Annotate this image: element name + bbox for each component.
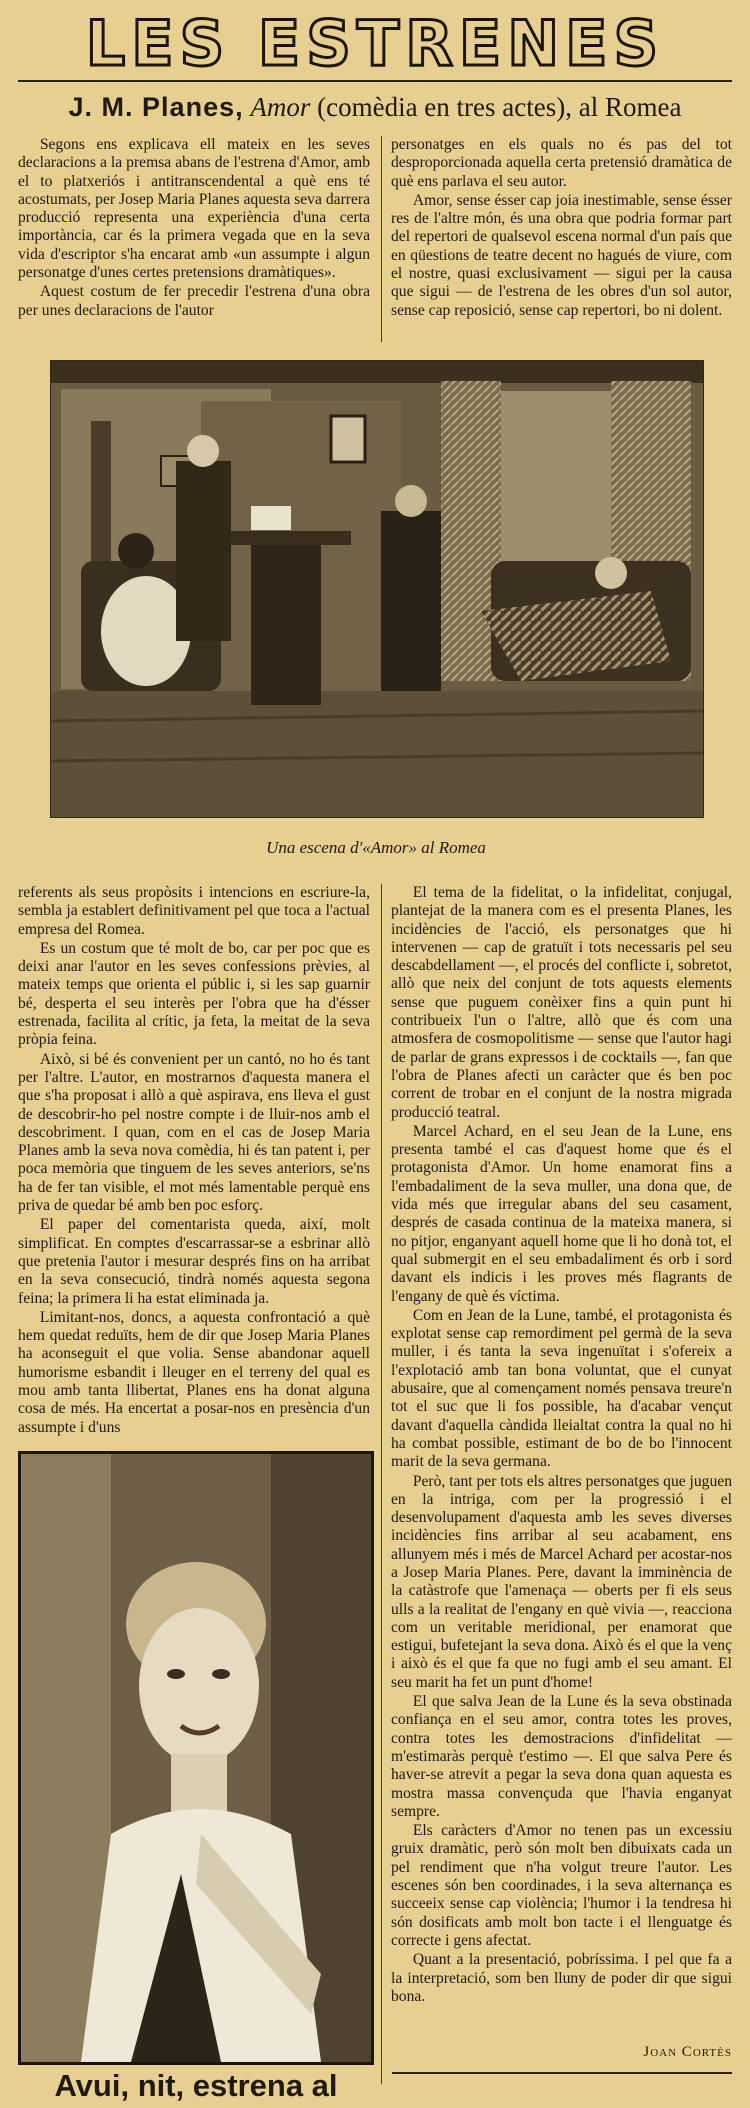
column-top-right [391,136,732,320]
paragraph: Limitant-nos, doncs, a aquesta confrontació a què hem quedat reduïts, hem de dir que Josep Maria Planes ha aconseguit el que volia. Sense abandonar aquell humorisme esbandit i lleuger en el terreny del qual es mou amb tanta llibertat, Planes ens ha donat alguna cosa de més. Ha encertat a posar-nos en presència d'un assumpte i d'uns [18,1308,370,1436]
article-signature: Joan Cortès [643,2044,732,2060]
paragraph: Aquest costum de fer precedir l'estrena d'una obra per unes declaracions de l'autor [18,283,370,319]
column-bottom-left [18,884,370,1437]
headline-author: J. M. Planes, [68,92,244,122]
paragraph: Es un costum que té molt de bo, car per poc que es deixi anar l'autor en les seves confessions prèvies, al mateix temps que orienta el públic i, si les sap guarnir bé, desperta el seu interès per l'obra que ha d'ésser estrenada, facilita al crític, ja feta, la meitat de la seva pròpia feina. [18,939,370,1049]
paragraph: Els caràcters d'Amor no tenen pas un excessiu gruix dramàtic, però són molt ben dibuixats cada un pel rendiment que n'ha volgut treure l'autor. Les escenes són ben coordinades, i la seva alternança es succeeix sense cap violència; l'humor i la tendresa hi són dosificats amb molt bon tacte i el llenguatge és correcte i gens afectat. [391,1822,732,1949]
bottom-rule [392,2072,732,2074]
paragraph: Però, tant per tots els altres personatges que juguen en la intriga, com per la progressió i el desenvolupament d'aquesta amb les seves diverses incidències fins arribar al seu acabament, ens allunyem més i més de Marcel Achard per acostar-nos a Josep Maria Planes. Pere, davant la imminència de la catàstrofe que l'amenaça — oberts per fi els seus ulls a la realitat de l'engany en què vivia —, reacciona com un veritable meridional, per enamorat que estigui, bufetejant la seva dona. Això és el que la venç i això és el que fa que no fugi amb el seu amant. El seu marit ha fet un punt d'home! [391,1472,732,1691]
paragraph: Com en Jean de la Lune, també, el protagonista és explotat sense cap remordiment pel germà de la seva muller, i és tanta la seva ingenuïtat i s'ofereix a l'explotació amb tan bona voluntat, que el cunyat abusaire, que al començament només pensava treure'n tot el suc que li fos possible, ha d'acabar vençut davant d'aquella càndida lleialtat contra la qual no hi ha combat possible, estimant de bo de bo l'innocent marit de la seva germana. [391,1306,732,1471]
paragraph: Segons ens explicava ell mateix en les seves declaracions a la premsa abans de l'estrena d'Amor, amb el to platxeriós i antitranscendental a què ens té acostumats, per Josep Maria Planes aquesta seva darrera producció representa una experiència d'una certa importància, car és la primera vegada que en la seva vida d'escriptor s'ha encarat amb «un assumpte i algun personatge d'unes certes pretensions dramàtiques». [18,136,370,282]
paragraph: Marcel Achard, en el seu Jean de la Lune, ens presenta també el cas d'aquest home que és el protagonista d'Amor. Un home enamorat fins a l'embadaliment de la seva muller, una dona que, de vida més que irregular abans del seu casament, després de casada continua de la mateixa manera, si no pitjor, enganyant aquell home que li ho donà tot, el qual submergit en el seu embadaliment és orb i sord davant els indicis i les proves més flagrants de l'engany de què és víctima. [391,1122,732,1305]
photo-caption: Una escena d'«Amor» al Romea [266,838,486,857]
paragraph: Això, si bé és convenient per un cantó, no ho és tant per l'altre. L'autor, en mostrarnos d'aquesta manera el que s'ha proposat i allò a què aspirava, ens lleva el gust de descobrir-ho pel nostre compte i de lluir-nos amb el descobriment. I quan, com en el cas de Josep Maria Planes amb la seva nova comèdia, hi és tan patent i, per poca memòria que tinguem de les seves anteriors, se'ns ha de fer tan visible, el mot més lamentable perquè ens priva de quedar bé amb ben poc esforç. [18,1050,370,1215]
masthead: LES ESTRENES [85,7,665,80]
masthead-rule [18,80,732,82]
actress-portrait-illustration [21,1454,371,2062]
stage-scene-illustration [51,361,703,817]
paragraph: El tema de la fidelitat, o la infidelitat, conjugal, plantejat de la manera com es el presenta Planes, les incidències de l'acció, els personatges que hi intervenen — cap de gratuït i tots necessaris pel seu descabdellament —, el procés del conflicte i, sobretot, allò que neix del conjunt de tots aquests elements sense que puguem conèixer fins a quin punt hi contribueix l'un o l'altre, allò que és com una atmosfera de cosmopolitisme — sense que l'autor hagi de parlar de grans expressos i de cocktails —, fan que l'obra de Planes afecti un caràcter que és ben poc corrent de trobar en el conjunt de la nostra migrada producció teatral. [391,884,732,1121]
stage-scene-photo [50,360,704,818]
headline-title: Amor [250,92,311,122]
headline [18,90,732,124]
paragraph: El paper del comentarista queda, així, molt simplificat. En comptes d'escarrassar-se a esbrinar allò que pretenia l'autor i mesurar després fins on ha arribat en la seva consecució, tindrà només aquesta segona feina; la primera li ha estat eliminada ja. [18,1216,370,1307]
sidebar-heading: Avui, nit, estrena al [54,2068,338,2103]
paragraph: Amor, sense ésser cap joia inestimable, sense ésser res de l'altre món, és una obra que podria formar part del repertori de qualsevol escena normal d'un país que en qüestions de teatre decent no hagués de viure, com el nostre, quasi exclusivament — sigui per la causa que sigui — de l'estrena de les obres d'un sol autor, sense cap reposició, sense cap repertori, bo ni dolent. [391,191,732,319]
column-top-left [18,136,370,320]
actress-portrait-photo [18,1451,374,2065]
column-divider [381,136,382,342]
paragraph: referents als seus propòsits i intencions en escriure-la, sembla ja establert definitivament pel que toca a l'actual empresa del Romea. [18,884,370,938]
paragraph: Quant a la presentació, pobríssima. I pel que fa a la interpretació, som ben lluny de poder dir que sigui bona. [391,1951,732,2005]
column-bottom-right [391,884,732,2006]
paragraph: El que salva Jean de la Lune és la seva obstinada confiança en el seu amor, contra totes les proves, contra totes les demostracions d'infidelitat — m'estimaràs perquè t'estimo —. El que salva Pere és haver-se atrevit a pegar la seva dona quan aquesta es mostra massa convençuda que l'havia enganyat sempre. [391,1693,732,1820]
headline-rest: (comèdia en tres actes), al Romea [317,92,682,122]
column-divider [381,884,382,2084]
paragraph: personatges en els quals no és pas del tot desproporcionada aquella certa pretensió dramàtica de què ens parlava el seu autor. [391,136,732,190]
